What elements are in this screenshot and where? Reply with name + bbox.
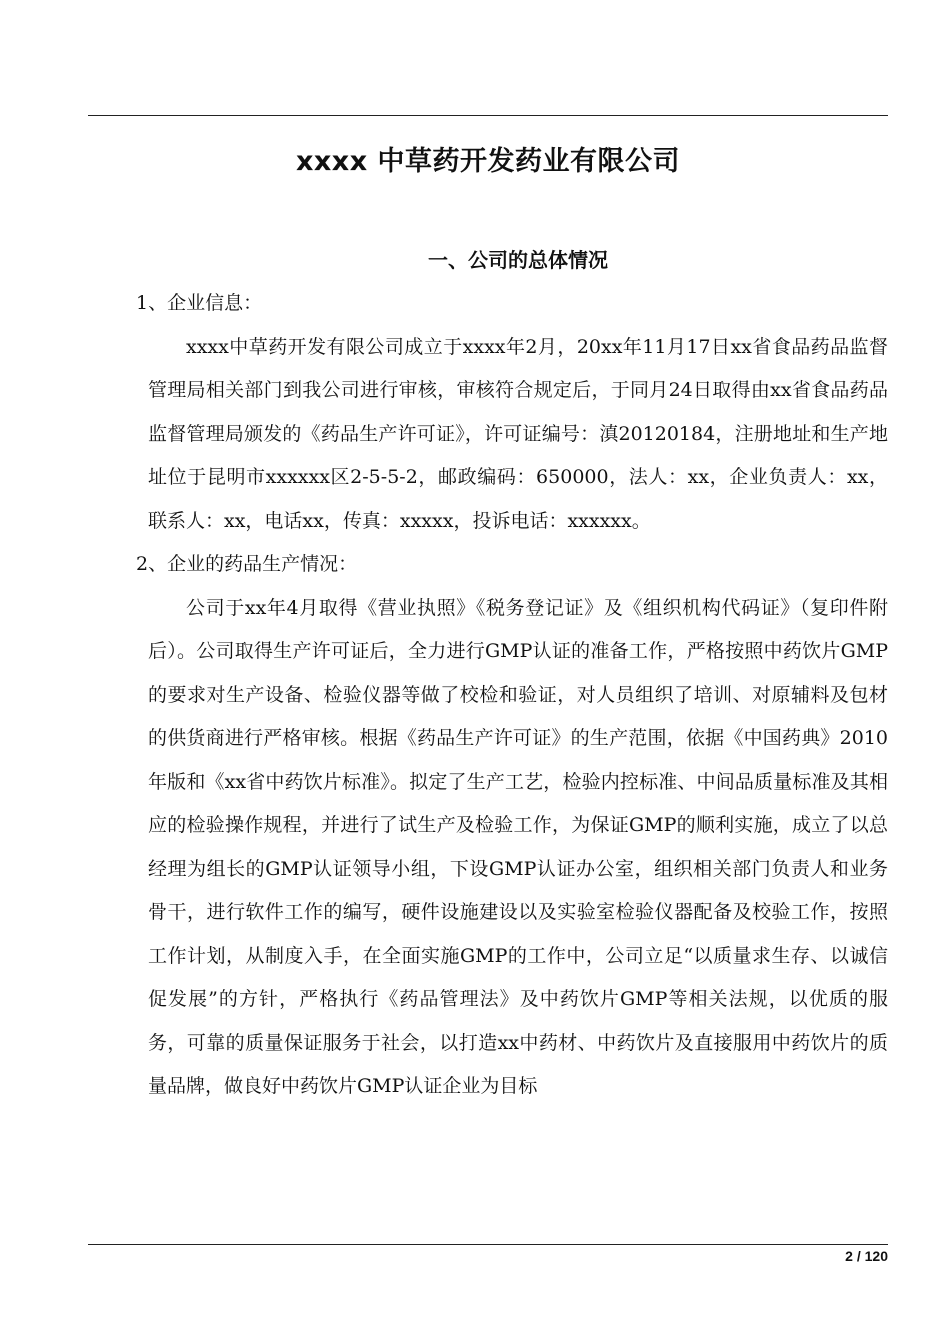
section-heading: 一、公司的总体情况: [428, 248, 608, 272]
header-rule: [88, 115, 888, 116]
paragraph-production: 公司于xx年4月取得《营业执照》《税务登记证》及《组织机构代码证》（复印件附后）。公司取得生产许可证后，全力进行GMP认证的准备工作，严格按照中药饮片GMP的要求对生产设备、检验仪器等做了校检和验证，对人员组织了培训、对原辅料及包材的供货商进行严格审核。根据《药品生产许可证》的生产范围，依据《中国药典》2010年版和《xx省中药饮片标准》。拟定了生产工艺，检验内控标准、中间品质量标准及其相应的检验操作规程，并进行了试生产及检验工作，为保证GMP的顺利实施，成立了以总经理为组长的GMP认证领导小组，下设GMP认证办公室，组织相关部门负责人和业务骨干，进行软件工作的编写，硬件设施建设以及实验室检验仪器配备及校验工作，按照工作计划，从制度入手，在全面实施GMP的工作中，公司立足“以质量求生存、以诚信促发展”的方针，严格执行《药品管理法》及中药饮片GMP等相关法规，以优质的服务，可靠的质量保证服务于社会，以打造xx中药材、中药饮片及直接服用中药饮片的质量品牌，做良好中药饮片GMP认证企业为目标: [148, 596, 888, 1097]
document-title: xxxx 中草药开发药业有限公司: [295, 146, 681, 177]
footer-rule: [88, 1244, 888, 1245]
item-heading-production: 2、企业的药品生产情况：: [136, 553, 358, 575]
document-body: [136, 282, 888, 1109]
page-number: 2 / 120: [845, 1248, 888, 1264]
paragraph-enterprise-info: xxxx中草药开发有限公司成立于xxxx年2月，20xx年11月17日xx省食品药品监督管理局相关部门到我公司进行审核，审核符合规定后，于同月24日取得由xx省食品药品监督管理局颁发的《药品生产许可证》，许可证编号：滇20120184，注册地址和生产地址位于昆明市xxxxxx区2-5-5-2，邮政编码：650000，法人：xx，企业负责人：xx，联系人：xx，电话xx，传真：xxxxx，投诉电话：xxxxxx。: [148, 335, 888, 532]
item-heading-enterprise-info: 1、企业信息：: [136, 292, 263, 314]
